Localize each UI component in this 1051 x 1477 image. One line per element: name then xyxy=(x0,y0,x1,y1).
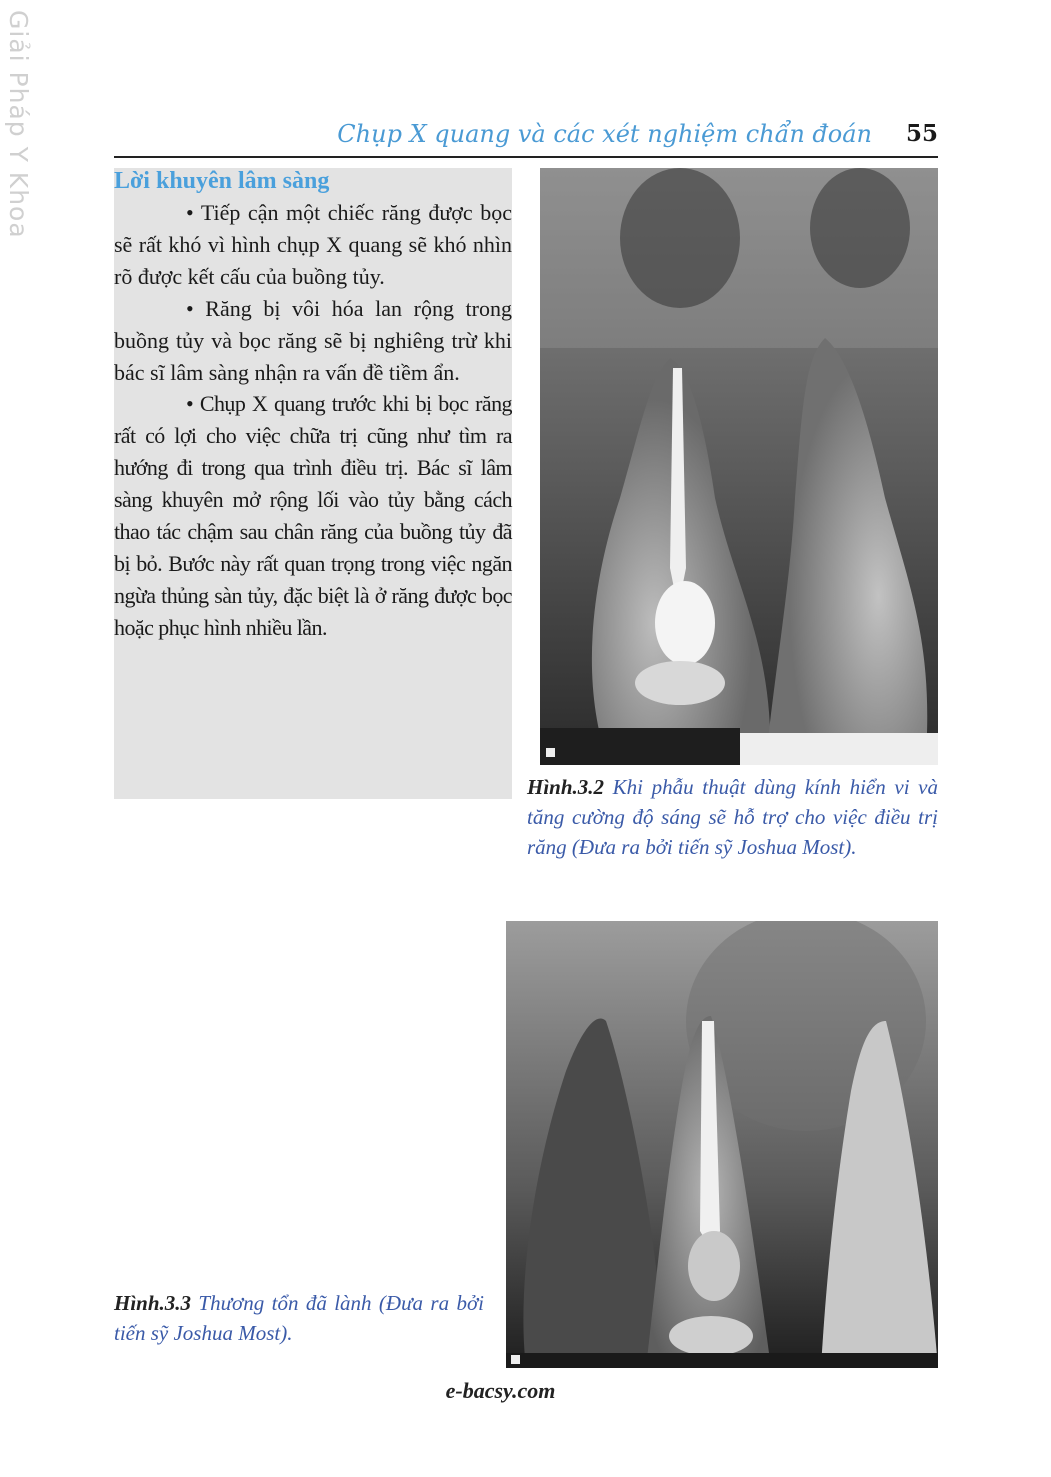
figure-3-3-caption xyxy=(114,1288,484,1348)
figure-3-2-caption xyxy=(527,772,938,862)
figure-caption-text: Khi phẫu thuật dùng kính hiển vi và tăng cường độ sáng sẽ hỗ trợ cho việc điều trị răng (Đưa ra bởi tiến sỹ Joshua Most). xyxy=(527,775,938,859)
running-header xyxy=(114,118,938,158)
figure-caption-text: Thương tổn đã lành (Đưa ra bởi tiến sỹ Joshua Most). xyxy=(114,1291,484,1345)
page-number: 55 xyxy=(905,120,938,147)
figure-label: Hình.3.2 xyxy=(527,775,605,799)
advice-text xyxy=(114,197,512,644)
footer-site xyxy=(0,1378,1051,1404)
advice-item: • Răng bị vôi hóa lan rộng trong buồng tủy và bọc răng sẽ bị nghiêng trừ khi bác sĩ lâm sàng nhận ra vấn đề tiềm ẩn. xyxy=(114,295,512,385)
advice-item: • Tiếp cận một chiếc răng được bọc sẽ rất khó vì hình chụp X quang sẽ khó nhìn rõ được kết cấu của buồng tủy. xyxy=(114,200,512,289)
side-watermark: Giải Pháp Y Khoa xyxy=(4,10,33,239)
figure-3-3-radiograph xyxy=(506,921,938,1368)
chapter-title: Chụp X quang và các xét nghiệm chẩn đoán xyxy=(337,120,872,148)
footer-text: e-bacsy.com xyxy=(445,1378,556,1403)
figure-3-2-radiograph xyxy=(540,168,938,765)
advice-item: • Chụp X quang trước khi bị bọc răng rất có lợi cho việc chữa trị cũng như tìm ra hướng đi trong qua trình điều trị. Bác sĩ lâm sàng khuyên mở rộng lối vào tủy bằng cách thao tác chậm sau chân răng của buồng tủy đã bị bỏ. Bước này rất quan trọng trong việc ngăn ngừa thủng sàn tủy, đặc biệt là ở răng được bọc hoặc phục hình nhiều lần. xyxy=(114,391,512,640)
radiograph-post-crown-icon xyxy=(540,168,938,765)
advice-title: Lời khuyên lâm sàng xyxy=(114,168,330,194)
figure-label: Hình.3.3 xyxy=(114,1291,192,1315)
clinical-advice-box xyxy=(114,168,512,799)
radiograph-healed-lesion-icon xyxy=(506,921,938,1368)
